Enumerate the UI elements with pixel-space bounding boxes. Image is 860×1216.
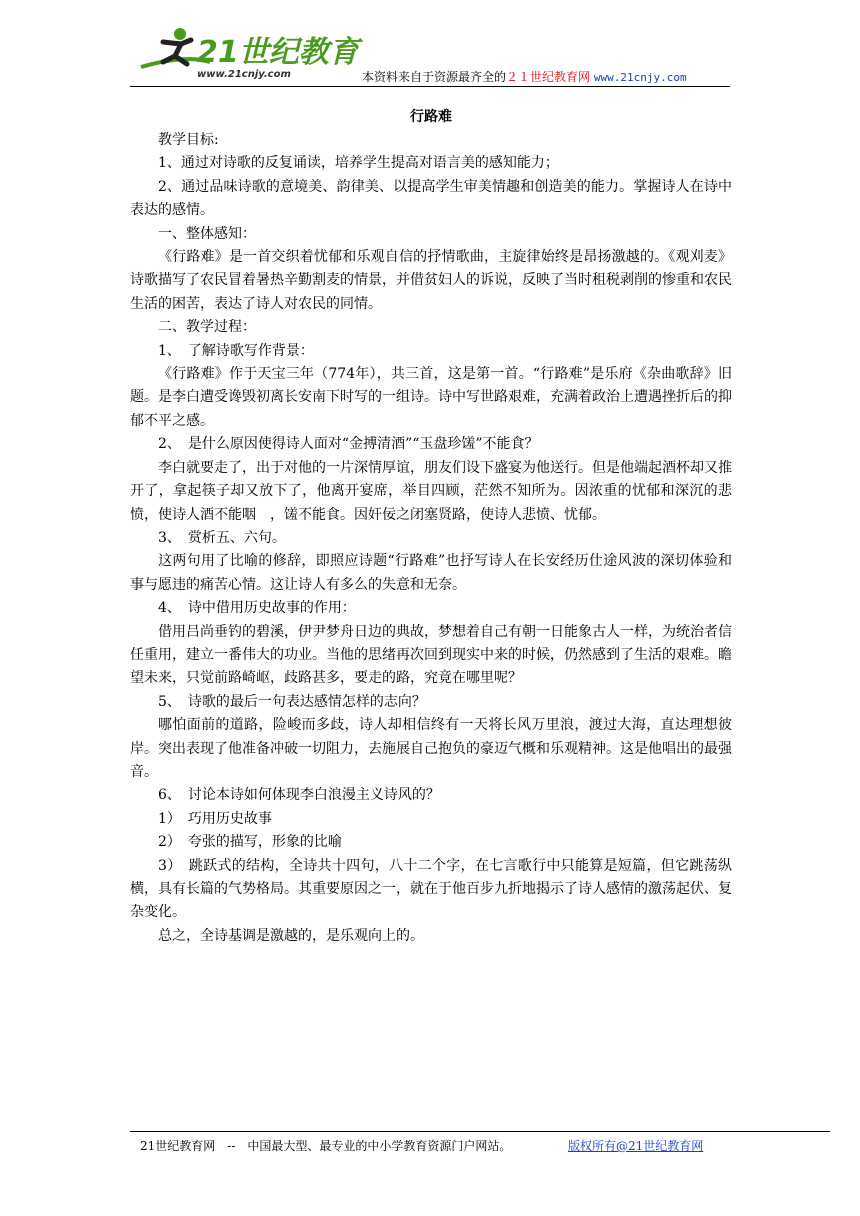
logo-graphic: [135, 22, 359, 84]
header-note: [362, 68, 687, 85]
paragraph: 李白就要走了，出于对他的一片深情厚谊，朋友们设下盛宴为他送行。但是他端起酒杯却又推开了，拿起筷子却又放下了，他离开宴席，举目四顾，茫然不知所为。因浓重的忧郁和深沉的悲愤，使诗人酒不能咽 ，馐不能食。因奸佞之闭塞贤路，使诗人悲愤、忧郁。: [130, 459, 732, 523]
paragraph: 3、 赏析五、六句。: [158, 529, 286, 546]
paragraph: 3） 跳跃式的结构，全诗共十四句，八十二个字，在七言歌行中只能算是短篇，但它跳荡纵横，具有长篇的气势格局。其重要原因之一，就在于他百步九折地揭示了诗人感情的激荡起伏、复杂变化。: [130, 857, 732, 921]
paragraph: 1、通过对诗歌的反复诵读，培养学生提高对语言美的感知能力；: [158, 155, 559, 172]
document-title: 行路难: [410, 109, 452, 125]
document-body: [130, 105, 732, 948]
paragraph: 1、 了解诗歌写作背景：: [158, 342, 314, 359]
paragraph: 2、通过品味诗歌的意境美、韵律美、以提高学生审美情趣和创造美的能力。掌握诗人在诗中表达的感情。: [130, 178, 732, 219]
paragraph: 这两句用了比喻的修辞，即照应诗题“行路难”也抒写诗人在长安经历仕途风波的深切体验和事与愿违的痛苦心情。这让诗人有多么的失意和无奈。: [130, 553, 732, 593]
footer-divider: [130, 1131, 830, 1132]
header-url-link[interactable]: www.21cnjy.com: [593, 71, 687, 84]
copyright-link[interactable]: 版权所有@21世纪教育网: [568, 1139, 704, 1153]
paragraph: 一、整体感知：: [158, 225, 256, 242]
logo-url: www.21cnjy.com: [197, 69, 291, 80]
paragraph: 总之，全诗基调是激越的，是乐观向上的。: [158, 927, 424, 944]
paragraph: 2、 是什么原因使得诗人面对“金搏清酒”“玉盘珍馐”不能食？: [158, 436, 539, 453]
paragraph: 6、 讨论本诗如何体现李白浪漫主义诗风的？: [158, 787, 440, 804]
paragraph: 2） 夸张的描写，形象的比喻: [158, 834, 342, 851]
header-note-prefix: 本资料来自于资源最齐全的: [362, 70, 507, 84]
paragraph: 5、 诗歌的最后一句表达感情怎样的志向？: [158, 693, 426, 710]
paragraph: 二、教学过程：: [158, 319, 256, 336]
paragraph: 教学目标:: [158, 132, 219, 148]
header-brand-link[interactable]: ２１世纪教育网: [506, 70, 591, 84]
footer-text: 21世纪教育网 -- 中国最大型、最专业的中小学教育资源门户网站。: [140, 1139, 512, 1153]
header-divider: [130, 86, 730, 87]
site-logo: [135, 22, 359, 84]
paragraph: 《行路难》是一首交织着忧郁和乐观自信的抒情歌曲，主旋律始终是昂扬激越的。《观刈麦》诗歌描写了农民冒着暑热辛勤割麦的情景，并借贫妇人的诉说，反映了当时租税剥削的惨重和农民生活的困苦，表达了诗人对农民的同情。: [130, 249, 732, 312]
paragraph: 4、 诗中借用历史故事的作用：: [158, 600, 356, 617]
paragraph: 哪怕面前的道路，险峻而多歧，诗人却相信终有一天将长风万里浪，渡过大海，直达理想彼岸。突出表现了他准备冲破一切阻力，去施展自己抱负的豪迈气概和乐观精神。这是他唱出的最强音。: [130, 717, 732, 780]
paragraph: 1） 巧用历史故事: [158, 810, 272, 827]
logo-text: 21世纪教育: [197, 35, 359, 70]
paragraph: 《行路难》作于天宝三年（774年），共三首，这是第一首。“行路难”是乐府《杂曲歌辞》旧题。是李白遭受谗毁初离长安南下时写的一组诗。诗中写世路艰难，充满着政治上遭遇挫折后的抑郁不平之感。: [130, 366, 732, 429]
paragraph: 借用吕尚垂钓的碧溪，伊尹梦舟日边的典故，梦想着自己有朝一日能象古人一样，为统治者信任重用，建立一番伟大的功业。当他的思绪再次回到现实中来的时候，仍然感到了生活的艰难。瞻望未来，只觉前路崎岖，歧路甚多，要走的路，究竟在哪里呢？: [130, 623, 732, 687]
paragraph-list: [130, 129, 732, 948]
